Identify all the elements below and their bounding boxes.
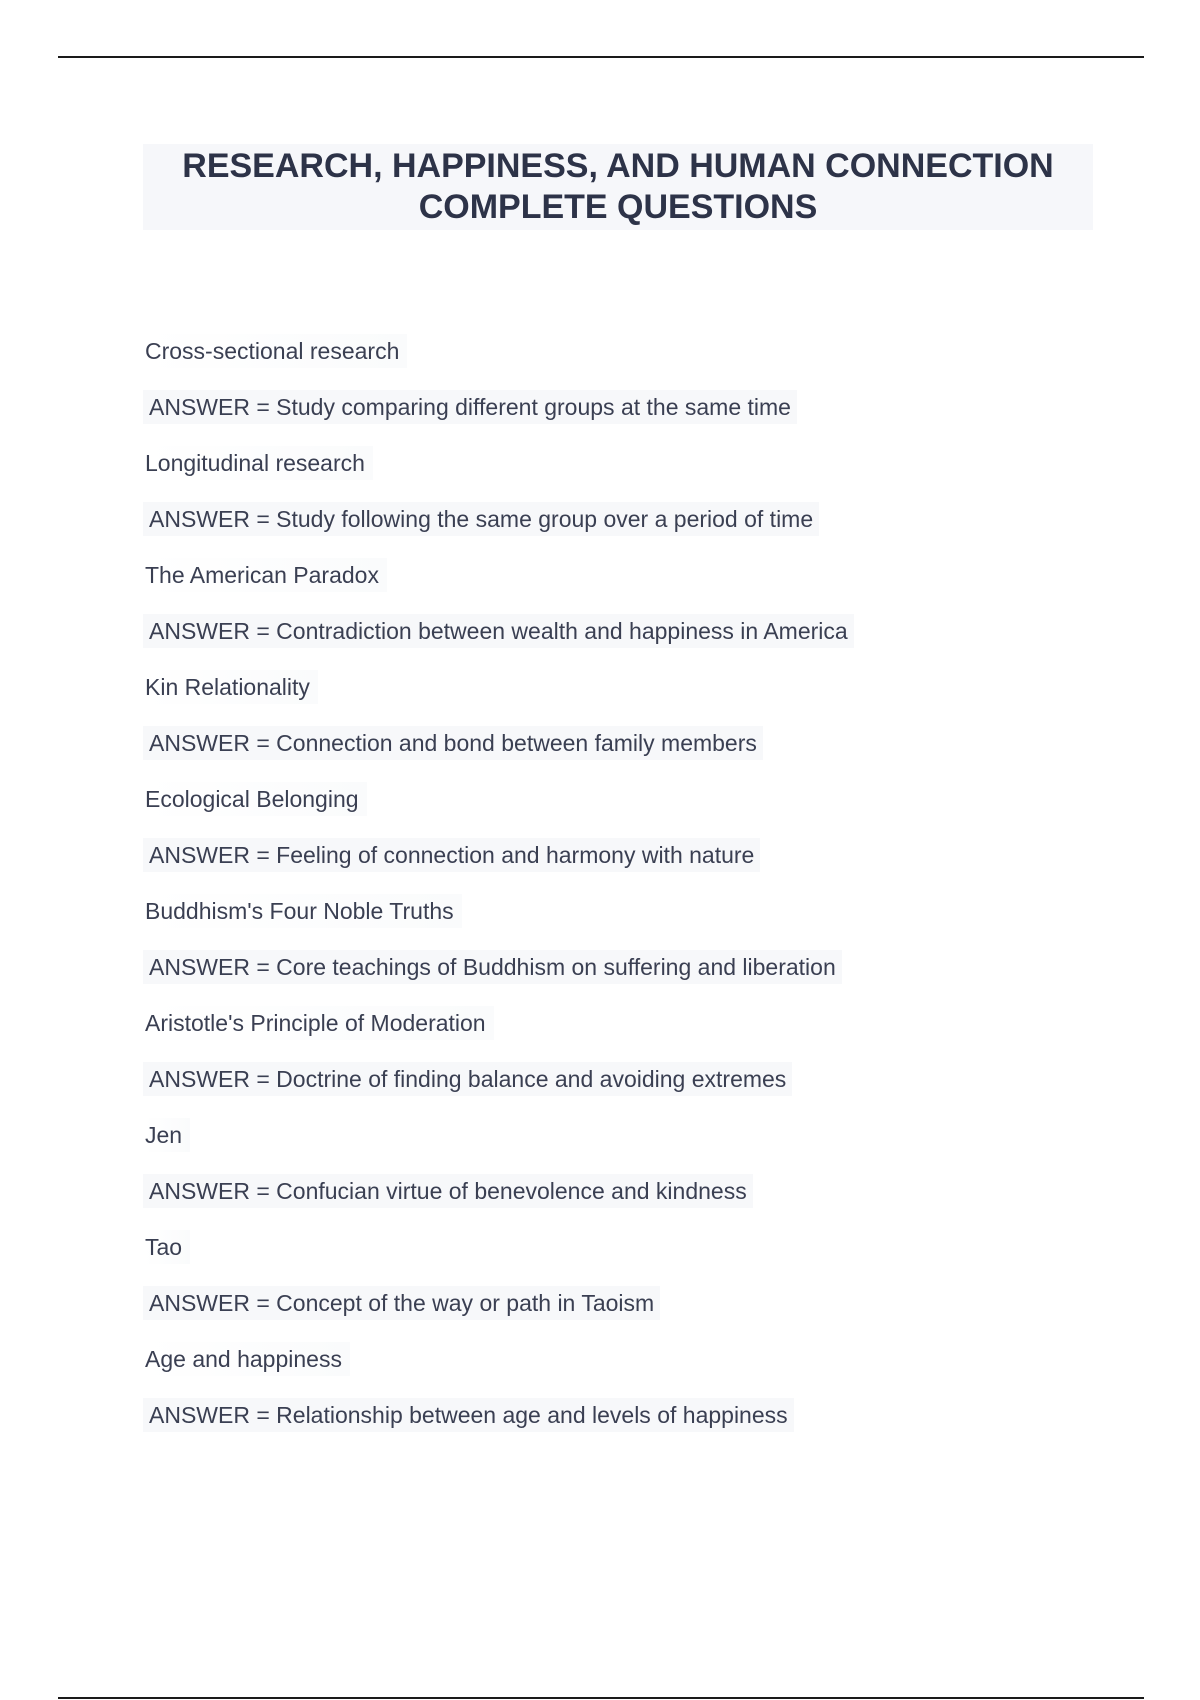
qa-item: [145, 1006, 1145, 1118]
answer-text: ANSWER = Core teachings of Buddhism on suffering and liberation: [143, 950, 842, 984]
top-rule: [58, 56, 1144, 58]
question-term: Age and happiness: [145, 1342, 350, 1376]
answer-text: ANSWER = Relationship between age and levels of happiness: [143, 1398, 794, 1432]
question-term: The American Paradox: [145, 558, 387, 592]
question-term: Jen: [145, 1118, 190, 1152]
answer-text: ANSWER = Contradiction between wealth and happiness in America: [143, 614, 854, 648]
question-term: Cross-sectional research: [145, 334, 407, 368]
qa-item: [145, 1118, 1145, 1230]
question-term: Tao: [145, 1230, 190, 1264]
qa-item: [145, 894, 1145, 1006]
title-line-2: COMPLETE QUESTIONS: [418, 188, 818, 226]
question-term: Buddhism's Four Noble Truths: [145, 894, 462, 928]
qa-item: [145, 670, 1145, 782]
answer-text: ANSWER = Connection and bond between family members: [143, 726, 763, 760]
answer-text: ANSWER = Study comparing different groups at the same time: [143, 390, 797, 424]
bottom-rule: [58, 1697, 1144, 1699]
answer-text: ANSWER = Feeling of connection and harmony with nature: [143, 838, 760, 872]
answer-text: ANSWER = Doctrine of finding balance and avoiding extremes: [143, 1062, 792, 1096]
qa-item: [145, 446, 1145, 558]
qa-item: [145, 1230, 1145, 1342]
qa-item: [145, 334, 1145, 446]
qa-item: [145, 782, 1145, 894]
document-title: [143, 144, 1093, 230]
question-term: Ecological Belonging: [145, 782, 367, 816]
answer-text: ANSWER = Concept of the way or path in Taoism: [143, 1286, 660, 1320]
qa-item: [145, 1342, 1145, 1454]
title-line-1: RESEARCH, HAPPINESS, AND HUMAN CONNECTION: [182, 147, 1054, 185]
answer-text: ANSWER = Confucian virtue of benevolence and kindness: [143, 1174, 753, 1208]
question-term: Longitudinal research: [145, 446, 373, 480]
question-term: Aristotle's Principle of Moderation: [145, 1006, 494, 1040]
question-term: Kin Relationality: [145, 670, 318, 704]
qa-list: [145, 334, 1145, 1454]
answer-text: ANSWER = Study following the same group over a period of time: [143, 502, 819, 536]
qa-item: [145, 558, 1145, 670]
